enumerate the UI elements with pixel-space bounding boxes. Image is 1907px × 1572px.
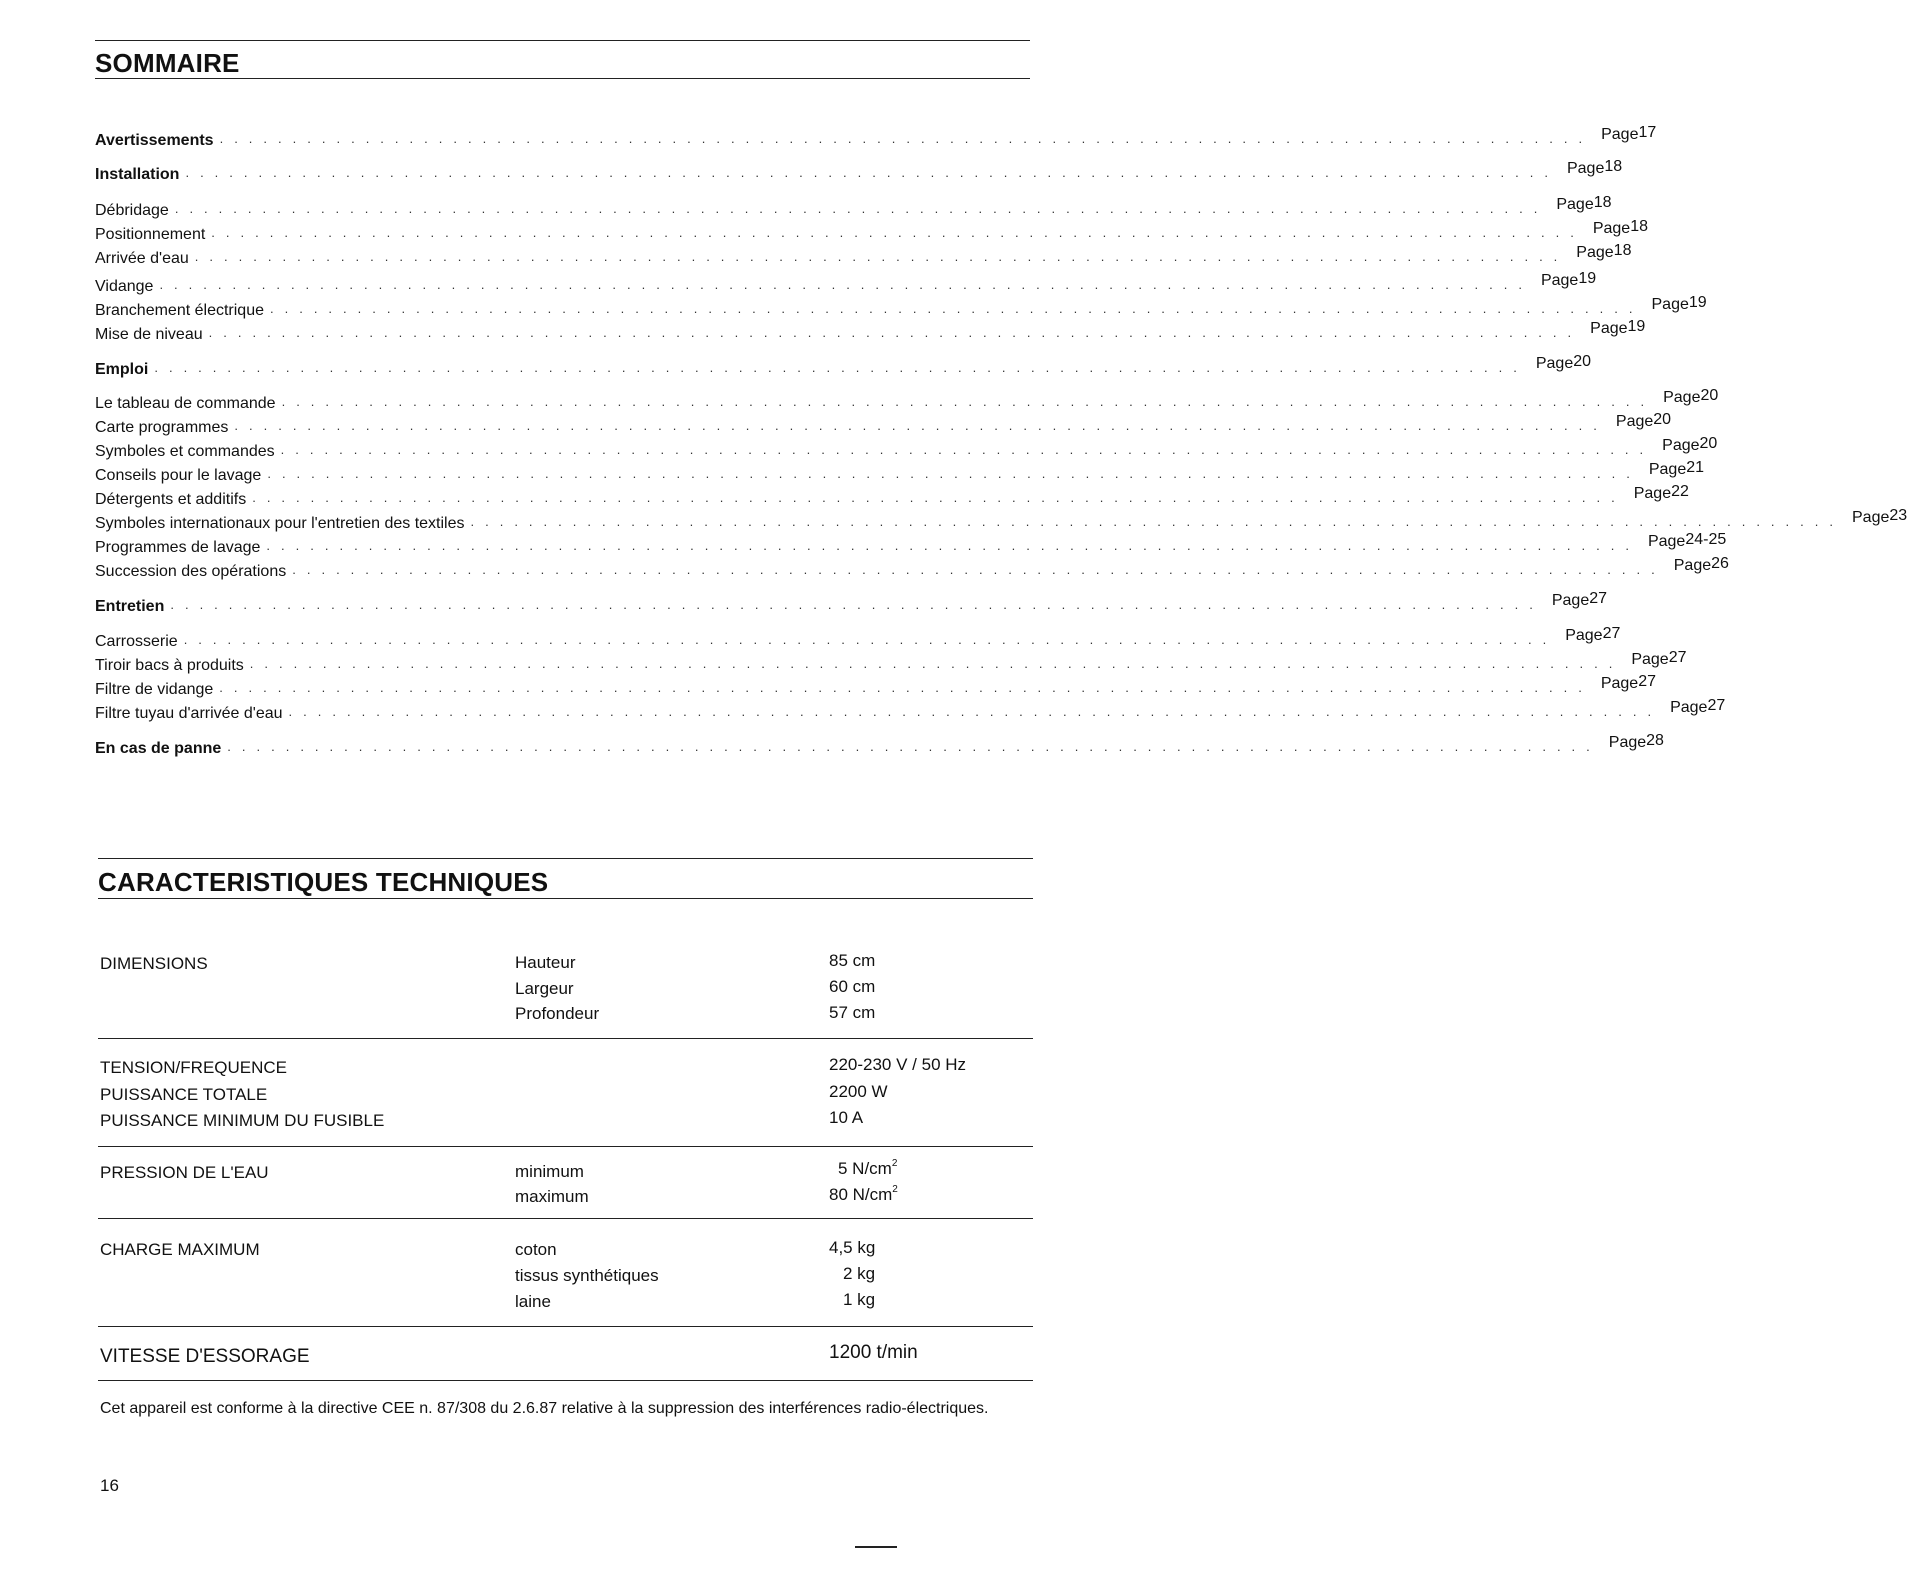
toc-leader-dots: .............................................................................................. — [234, 418, 1608, 433]
toc-entry[interactable] — [95, 483, 1689, 509]
toc-entry-label: Symboles et commandes — [95, 443, 275, 460]
toc-page-number: 19 — [1627, 318, 1646, 335]
toc-page-number: 20 — [1700, 387, 1719, 404]
spec-divider — [98, 1218, 1033, 1219]
toc-leader-dots: .............................................................................................. — [267, 466, 1641, 481]
toc-leader-dots: .............................................................................................. — [292, 562, 1666, 577]
toc-leader-dots: .............................................................................................. — [470, 514, 1844, 529]
sommaire-bottom-rule — [95, 78, 1030, 79]
toc-page-word: Page — [1535, 355, 1574, 372]
toc-page-word: Page — [1663, 389, 1701, 406]
specs-title: CARACTERISTIQUES TECHNIQUES — [98, 867, 549, 897]
toc-leader-dots: .............................................................................................. — [159, 277, 1533, 292]
toc-leader-dots: .............................................................................................. — [249, 656, 1624, 671]
toc-page-word: Page — [1662, 437, 1700, 454]
toc-page-number: 18 — [1630, 218, 1648, 235]
toc-entry-label: Emploi — [95, 361, 149, 378]
toc-entry[interactable] — [95, 555, 1729, 581]
toc-entry[interactable] — [95, 124, 1657, 150]
toc-entry-label: Positionnement — [95, 226, 206, 243]
toc-entry[interactable] — [95, 318, 1646, 344]
toc-page-word: Page — [1615, 413, 1654, 430]
conformity-note: Cet appareil est conforme à la directive CEE n. 87/308 du 2.6.87 relative à la suppression des interférences radio-électriques. — [100, 1400, 989, 1417]
spec-divider — [98, 1038, 1033, 1039]
toc-page-number: 18 — [1593, 194, 1612, 211]
spec-row-value: 57 cm — [829, 1003, 876, 1022]
toc-entry-label: Débridage — [95, 202, 169, 219]
spec-value-text: 5 N/cm — [838, 1159, 892, 1178]
toc-page-word: Page — [1608, 734, 1647, 751]
spec-dimensions-label: DIMENSIONS — [100, 954, 208, 973]
spec-row-value: 1 kg — [843, 1290, 876, 1309]
toc-entry[interactable] — [95, 649, 1687, 675]
spec-electrical-label: PUISSANCE MINIMUM DU FUSIBLE — [100, 1111, 385, 1130]
spec-row-value — [838, 1159, 897, 1179]
toc-leader-dots: .............................................................................................. — [252, 490, 1626, 505]
spec-electrical-label: TENSION/FREQUENCE — [100, 1058, 288, 1077]
superscript-unit: 2 — [891, 1158, 898, 1169]
page-number: 16 — [100, 1476, 119, 1495]
toc-entry[interactable] — [95, 218, 1648, 244]
toc-page-number: 18 — [1613, 242, 1632, 259]
toc-page-word: Page — [1592, 220, 1631, 237]
spec-vitesse-label: VITESSE D'ESSORAGE — [100, 1346, 310, 1367]
toc-leader-dots: .............................................................................................. — [269, 301, 1644, 316]
spec-row-value: 4,5 kg — [829, 1238, 876, 1257]
spec-row-name: Largeur — [515, 979, 574, 998]
toc-page-word: Page — [1540, 272, 1579, 289]
spec-divider — [98, 1380, 1033, 1381]
superscript-unit: 2 — [892, 1184, 898, 1195]
toc-page-number: 20 — [1699, 435, 1718, 452]
toc-leader-dots: .............................................................................................. — [174, 201, 1549, 216]
spec-row-value — [829, 1185, 898, 1205]
toc-page-word: Page — [1673, 557, 1712, 574]
toc-page-number: 21 — [1686, 459, 1705, 476]
spec-electrical-value: 2200 W — [829, 1082, 888, 1101]
toc-entry[interactable] — [95, 435, 1718, 461]
toc-leader-dots: .............................................................................................. — [219, 680, 1593, 695]
spec-divider — [98, 1326, 1033, 1327]
spec-charge-label: CHARGE MAXIMUM — [100, 1240, 260, 1259]
specs-top-rule — [98, 858, 1033, 859]
toc-page-number: 24-25 — [1685, 531, 1727, 548]
toc-entry-label: Succession des opérations — [95, 563, 287, 580]
sommaire-top-rule — [95, 40, 1030, 41]
toc-page-word: Page — [1631, 651, 1669, 668]
toc-entry[interactable] — [95, 732, 1664, 758]
toc-entry[interactable] — [95, 625, 1621, 651]
toc-page-number: 27 — [1589, 590, 1608, 607]
toc-leader-dots: .............................................................................................. — [170, 597, 1544, 612]
toc-entry[interactable] — [95, 531, 1727, 557]
toc-page-number: 27 — [1638, 673, 1656, 690]
toc-page-word: Page — [1647, 533, 1686, 550]
toc-page-number: 28 — [1646, 732, 1664, 749]
toc-page-word: Page — [1633, 485, 1672, 502]
toc-entry-label: Symboles internationaux pour l'entretien des textiles — [95, 515, 465, 532]
toc-page-word: Page — [1556, 196, 1594, 213]
spec-row-name: Hauteur — [515, 953, 576, 972]
toc-page-word: Page — [1600, 675, 1639, 692]
toc-entry-label: Détergents et additifs — [95, 491, 247, 508]
spec-row-name: Profondeur — [515, 1004, 600, 1023]
spec-row-name: minimum — [515, 1162, 584, 1181]
toc-leader-dots: .............................................................................................. — [281, 394, 1656, 409]
spec-row-value: 85 cm — [829, 951, 876, 970]
toc-page-number: 17 — [1638, 124, 1657, 141]
toc-leader-dots: .............................................................................................. — [288, 704, 1663, 719]
toc-page-number: 23 — [1889, 507, 1907, 524]
spec-value-text: 80 N/cm — [829, 1185, 893, 1204]
toc-page-number: 18 — [1604, 158, 1623, 175]
toc-entry[interactable] — [95, 353, 1592, 379]
toc-page-word: Page — [1551, 592, 1590, 609]
spec-pression-label: PRESSION DE L'EAU — [100, 1163, 269, 1182]
toc-leader-dots: .............................................................................................. — [194, 249, 1569, 264]
toc-page-number: 27 — [1668, 649, 1687, 666]
toc-page-word: Page — [1651, 296, 1689, 313]
toc-entry[interactable] — [95, 270, 1597, 296]
toc-entry[interactable] — [95, 158, 1623, 184]
toc-entry[interactable] — [95, 294, 1707, 320]
spec-row-value: 2 kg — [843, 1264, 876, 1283]
toc-page-number: 27 — [1707, 697, 1726, 714]
toc-entry-label: Avertissements — [95, 132, 214, 149]
toc-entry[interactable] — [95, 194, 1612, 220]
toc-entry-label: Filtre de vidange — [95, 681, 214, 698]
toc-entry-label: Carte programmes — [95, 419, 229, 436]
toc-entry[interactable] — [95, 242, 1632, 268]
toc-page-word: Page — [1576, 244, 1614, 261]
toc-leader-dots: .............................................................................................. — [266, 538, 1640, 553]
toc-entry-label: Mise de niveau — [95, 326, 203, 343]
toc-entry-label: Entretien — [95, 598, 165, 615]
toc-entry[interactable] — [95, 590, 1608, 616]
toc-entry-label: Vidange — [95, 278, 154, 295]
toc-page-word: Page — [1601, 126, 1639, 143]
toc-entry[interactable] — [95, 697, 1726, 723]
toc-entry[interactable] — [95, 411, 1672, 437]
spec-row-value: 60 cm — [829, 977, 876, 996]
spec-vitesse-value: 1200 t/min — [829, 1342, 918, 1363]
spec-electrical-value: 220-230 V / 50 Hz — [829, 1055, 967, 1074]
spec-electrical-value: 10 A — [829, 1108, 864, 1127]
toc-entry[interactable] — [95, 507, 1907, 533]
spec-row-name: tissus synthétiques — [515, 1266, 659, 1285]
toc-page-word: Page — [1565, 627, 1603, 644]
toc-page-number: 26 — [1711, 555, 1729, 572]
decorative-mark — [855, 1546, 897, 1548]
toc-entry-label: Le tableau de commande — [95, 395, 276, 412]
toc-entry[interactable] — [95, 387, 1719, 413]
toc-leader-dots: .............................................................................................. — [219, 131, 1594, 146]
toc-entry-label: Tiroir bacs à produits — [95, 657, 244, 674]
toc-leader-dots: .............................................................................................. — [280, 442, 1655, 457]
toc-page-word: Page — [1670, 699, 1708, 716]
toc-entry-label: En cas de panne — [95, 740, 222, 757]
toc-entry[interactable] — [95, 459, 1705, 485]
toc-entry-label: Arrivée d'eau — [95, 250, 189, 267]
toc-entry-label: Filtre tuyau d'arrivée d'eau — [95, 705, 283, 722]
toc-page-number: 22 — [1671, 483, 1689, 500]
toc-leader-dots: .............................................................................................. — [183, 632, 1558, 647]
toc-leader-dots: .............................................................................................. — [185, 165, 1559, 180]
spec-row-name: coton — [515, 1240, 557, 1259]
toc-page-word: Page — [1566, 160, 1605, 177]
toc-leader-dots: .............................................................................................. — [154, 360, 1528, 375]
spec-divider — [98, 1146, 1033, 1147]
spec-row-name: laine — [515, 1292, 551, 1311]
toc-page-number: 19 — [1688, 294, 1707, 311]
toc-page-word: Page — [1648, 461, 1687, 478]
toc-entry-label: Conseils pour le lavage — [95, 467, 262, 484]
toc-page-number: 20 — [1573, 353, 1592, 370]
toc-page-number: 27 — [1602, 625, 1621, 642]
toc-entry-label: Installation — [95, 166, 180, 183]
sommaire-title: SOMMAIRE — [95, 48, 240, 78]
toc-leader-dots: .............................................................................................. — [211, 225, 1585, 240]
toc-entry-label: Carrosserie — [95, 633, 178, 650]
toc-page-number: 19 — [1578, 270, 1597, 287]
toc-page-word: Page — [1852, 509, 1890, 526]
spec-row-name: maximum — [515, 1187, 589, 1206]
toc-leader-dots: .............................................................................................. — [208, 325, 1583, 340]
toc-page-word: Page — [1590, 320, 1628, 337]
toc-leader-dots: .............................................................................................. — [227, 739, 1601, 754]
toc-entry[interactable] — [95, 673, 1656, 699]
toc-entry-label: Programmes de lavage — [95, 539, 261, 556]
toc-page-number: 20 — [1653, 411, 1672, 428]
specs-bottom-rule — [98, 898, 1033, 899]
toc-entry-label: Branchement électrique — [95, 302, 264, 319]
spec-electrical-label: PUISSANCE TOTALE — [100, 1085, 268, 1104]
